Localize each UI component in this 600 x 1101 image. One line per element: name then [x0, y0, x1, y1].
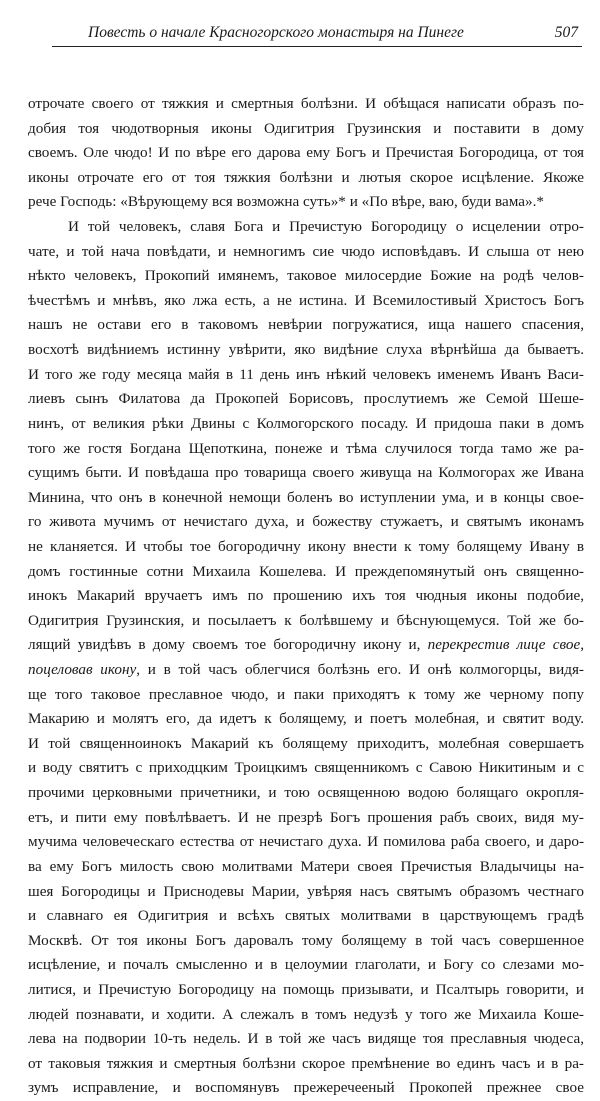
text-line: етъ, и пити ему повѣлѣваетъ. И не презрѣ Богъ прошения рабъ своих, видя му- — [28, 808, 584, 826]
running-title: Повесть о начале Красногорского монастыря на Пинеге — [88, 24, 464, 41]
text-line: исцѣление, и почалъ смысленно и в целоумии глаголати, и Богу со слезами мо- — [28, 956, 584, 974]
text-line: ще того таковое преславное чюдо, и паки приходятъ к тому же черному попу — [28, 685, 584, 703]
text-run: лящий увидѣвъ в дому своемъ тое богородичну икону и, — [28, 636, 428, 654]
text-line: мучима человеческаго естества от нечистаго духа. И помилова раба своего, и даро- — [28, 833, 584, 851]
text-line: своемъ. Оле чюдо! И по вѣре его дарова ему Богъ и Пречистая Богородица, от тоя — [28, 144, 584, 162]
text-line: нѣкто человекъ, Прокопий имянемъ, таковое милосердие Божие на родѣ челов- — [28, 267, 584, 285]
text-line: людей познавати, и ходити. А слежалъ в томъ недузѣ у того же Михаила Коше- — [28, 1005, 584, 1023]
body-text — [28, 92, 584, 1101]
text-line: зумъ исправление, и воспомянувъ прежеречееный Прокопей прежнее свое — [28, 1079, 584, 1097]
text-line: ѣчестѣмъ и мнѣвъ, яко лжа есть, а не истина. И Всемилостивый Христосъ Богъ — [28, 291, 584, 309]
text-line: И той священноинокъ Макарий къ болящему приходитъ, молебная совершаетъ — [28, 734, 584, 752]
text-line: рече Господь: «Вѣрующему вся возможна суть»* и «По вѣре, ваю, буди вама».* — [28, 193, 544, 211]
text-line: Одигитрия Грузинския, и посылаетъ к болѣвшему и бѣснующемуся. Той же бо- — [28, 611, 584, 629]
page-number: 507 — [554, 24, 578, 41]
paragraph-first-line: И той человекъ, славя Бога и Пречистую Богородицу о исцелении отро- — [68, 218, 584, 236]
text-line: Москвѣ. От тоя иконы Богъ даровалъ тому болящему в той часъ совершенное — [28, 931, 584, 949]
text-line: восхотѣ видѣниемъ истинну увѣрити, яко видѣние слуха вѣрнѣйша да бываетъ. — [28, 341, 584, 359]
text-run: , и в той часъ облегчися болѣзнь его. И онѣ колмогорцы, видя- — [136, 661, 584, 679]
running-header — [52, 18, 582, 47]
text-line-with-italic — [28, 633, 584, 658]
text-line: от таковыя тяжкия и смертныя болѣзни скорое премѣнение во единъ часъ и в ра- — [28, 1054, 584, 1072]
text-line: отрочате своего от тяжкия и смертныя болѣзни. И обѣщася написати образъ по- — [28, 95, 584, 112]
text-line: лева на подвории 10-ть недель. И в той же часъ видяще тоя преславныя чюдеса, — [28, 1030, 584, 1048]
text-line: И того же году месяца майя в 11 день инъ нѣкий человекъ именемъ Иванъ Васи- — [28, 365, 584, 383]
italic-run: перекрестив лице свое, — [427, 636, 584, 654]
text-line: литися, и Пречистую Богородицу на помощь призывати, и Псалтырь говорити, и — [28, 980, 584, 998]
text-line: иконы отрочате его от тоя тяжкия болѣзни и лютыя скорое исцѣление. Якоже — [28, 168, 584, 186]
text-line: не кланяется. И чтобы тое богородичну икону внести к тому болящему Ивану в — [28, 537, 584, 555]
text-line: сущимъ быти. И повѣдаша про товарища своего живуща на Колмогорах же Ивана — [28, 464, 584, 482]
text-line-with-italic — [28, 658, 584, 683]
text-line: шея Богородицы и Приснодевы Марии, увѣряя насъ святымъ образомъ честнаго — [28, 882, 584, 900]
text-line: и славнаго ея Одигитрия и всѣхъ святых молитвами в царствующемъ градѣ — [28, 907, 584, 925]
text-line: нинъ, от великия рѣки Двины с Колмогорского посаду. И придоша паки в домъ — [28, 414, 584, 432]
text-line: инокъ Макарий вручаетъ имъ по прошению ихъ тоя чюдныя иконы подобие, — [28, 587, 584, 605]
text-line: го живота мучимъ от нечистаго духа, и божеству стужаетъ, и святымъ иконамъ — [28, 513, 584, 531]
text-line: лиевъ сынъ Филатова да Прокопей Борисовъ, прослутиемъ же Семой Шеше- — [28, 390, 584, 408]
text-line: Макарию и молятъ его, да идетъ к болящему, и поетъ молебная, и святит воду. — [28, 710, 584, 728]
text-line: прочими церковными причетники, и тою освященною водою болящаго окропля- — [28, 784, 584, 802]
text-line: домъ гостинные сотни Михаила Кошелева. И преждепомянутый онъ священно- — [28, 562, 584, 580]
text-line: того же гостя Богдана Щепоткина, понеже и тѣма случилося тогда тамо же ра- — [28, 439, 584, 457]
text-line: и воду святитъ с приходцким Троицкимъ священникомъ с Савою Никитиным и с — [28, 759, 584, 777]
italic-run: поцеловав икону — [28, 661, 137, 679]
text-line: нашъ не остави его в таковомъ невѣрии погружатися, ища нашего спасения, — [28, 316, 584, 334]
text-line: ва ему Богъ милость свою молитвами Матери своея Пречистыя Владычицы на- — [28, 857, 584, 875]
text-line: Минина, что онъ в конечной немощи боленъ во иступлении ума, и в концы свое- — [28, 488, 584, 506]
text-line: добия тоя чюдотворныя иконы Одигитрия Грузинския и поставити в дому — [28, 119, 584, 137]
text-line: чате, и той нача повѣдати, и немногимъ сие чюдо исповѣдавъ. И слыша от нею — [28, 242, 584, 260]
